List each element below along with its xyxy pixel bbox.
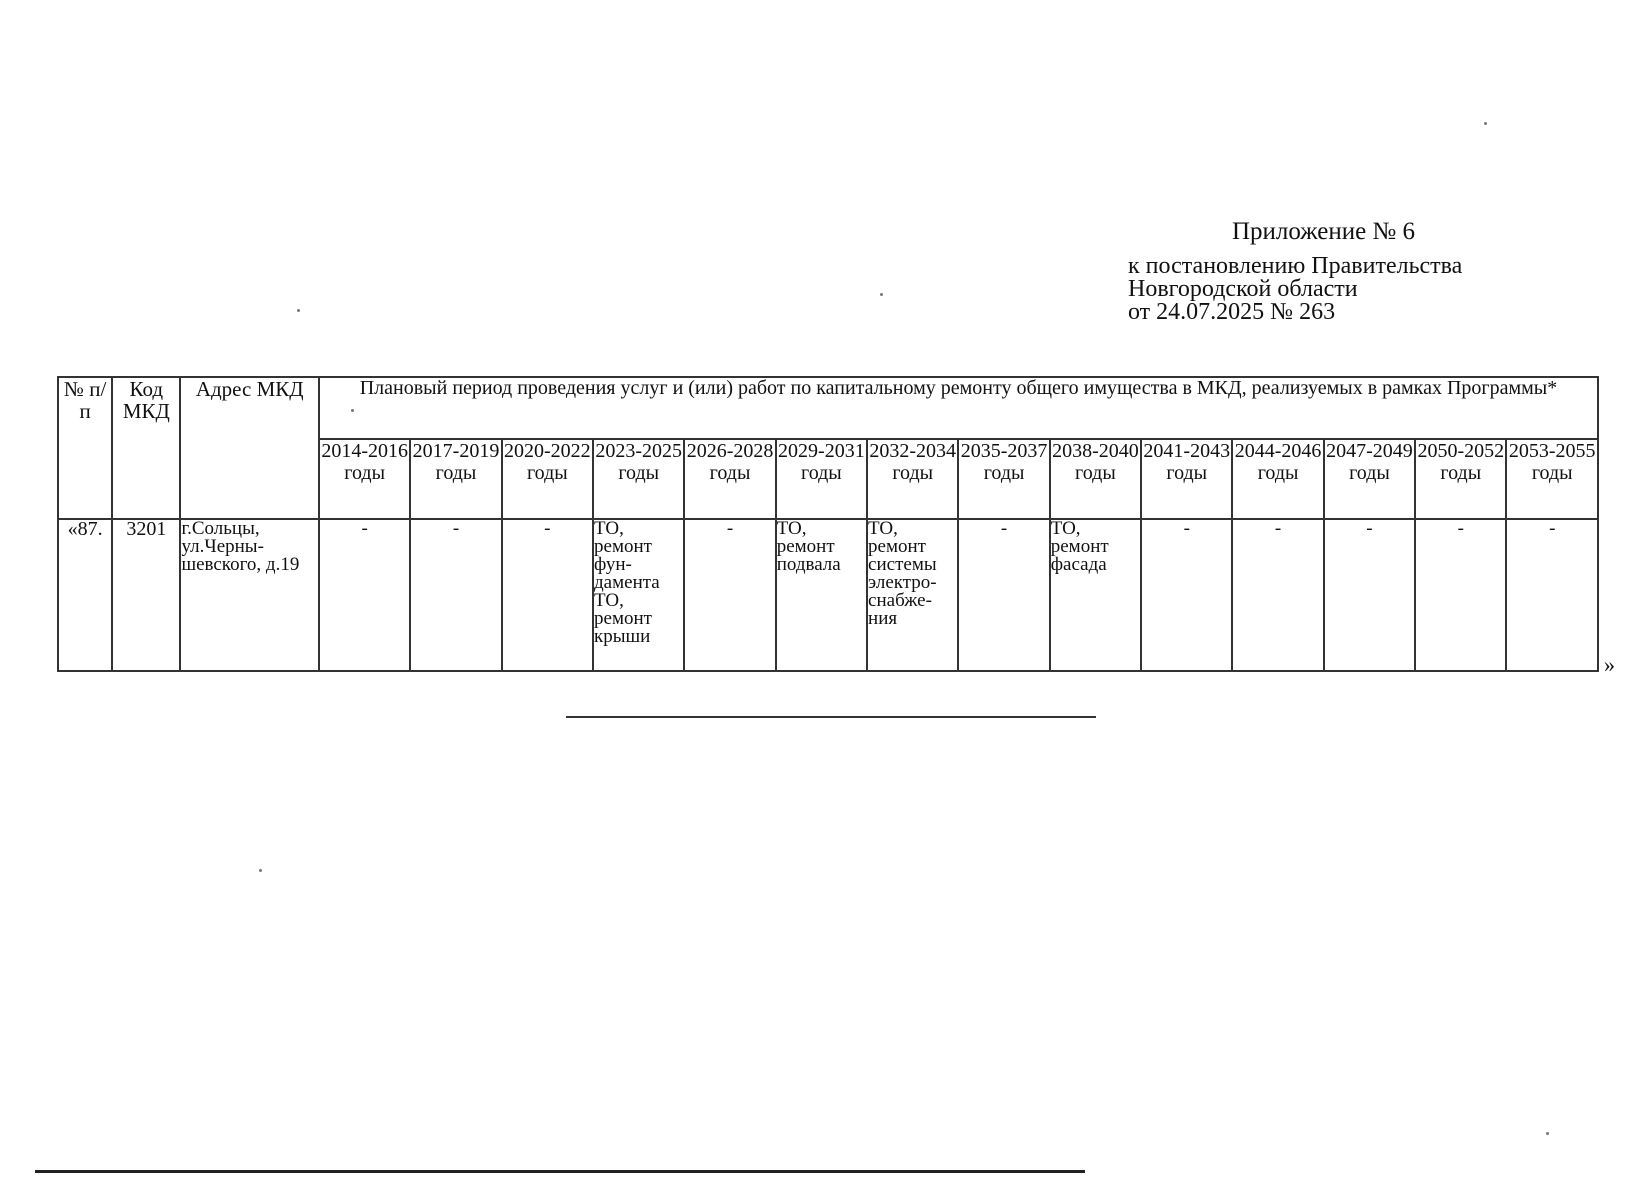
period-cell: ТО, ремонт фун-дамента ТО, ремонт крыши: [593, 519, 684, 671]
appendix-line-2: Новгородской области: [1128, 276, 1358, 302]
scan-speck: [880, 293, 883, 296]
year-header: 2029-2031 годы: [776, 439, 867, 519]
header-code: Код МКД: [112, 377, 180, 519]
scan-speck: [1546, 1132, 1549, 1135]
period-cell: -: [1415, 519, 1506, 671]
period-cell: -: [1141, 519, 1232, 671]
period-cell: -: [319, 519, 410, 671]
year-header: 2032-2034 годы: [867, 439, 958, 519]
scan-speck: [259, 869, 262, 872]
year-header: 2047-2049 годы: [1324, 439, 1415, 519]
period-cell: -: [502, 519, 593, 671]
year-header: 2023-2025 годы: [593, 439, 684, 519]
row-address: г.Сольцы, ул.Черны-шевского, д.19: [180, 519, 319, 671]
scan-speck: [297, 309, 300, 312]
year-header: 2053-2055 годы: [1506, 439, 1598, 519]
period-cell: ТО, ремонт подвала: [776, 519, 867, 671]
year-header: 2014-2016 годы: [319, 439, 410, 519]
period-cell: -: [1232, 519, 1323, 671]
closing-quote-mark: »: [1604, 652, 1615, 677]
year-header: 2038-2040 годы: [1050, 439, 1141, 519]
header-num: № п/п: [58, 377, 112, 519]
period-cell: -: [1506, 519, 1598, 671]
header-period-title: Плановый период проведения услуг и (или) работ по капитальному ремонту общего имущества в МКД, реализуемых в рамках Программы*: [319, 377, 1598, 439]
period-cell: ТО, ремонт фасада: [1050, 519, 1141, 671]
year-header: 2044-2046 годы: [1232, 439, 1323, 519]
bottom-rule-line: [35, 1170, 1085, 1173]
repair-schedule-table: [57, 376, 1599, 672]
year-header: 2026-2028 годы: [684, 439, 775, 519]
year-header: 2041-2043 годы: [1141, 439, 1232, 519]
year-header: 2017-2019 годы: [410, 439, 501, 519]
appendix-block: [1128, 220, 1548, 324]
scan-speck: [1484, 122, 1487, 125]
row-code: 3201: [112, 519, 180, 671]
row-num: «87.: [58, 519, 112, 671]
year-header: 2020-2022 годы: [502, 439, 593, 519]
scan-speck: [351, 409, 354, 412]
period-cell: -: [1324, 519, 1415, 671]
header-address: Адрес МКД: [180, 377, 319, 519]
period-cell: -: [410, 519, 501, 671]
separator-line: [566, 716, 1096, 718]
year-header: 2035-2037 годы: [958, 439, 1049, 519]
appendix-title: Приложение № 6: [1232, 218, 1416, 245]
period-cell: -: [684, 519, 775, 671]
table-row: [58, 519, 1598, 671]
appendix-line-1: к постановлению Правительства: [1128, 253, 1463, 279]
period-cell: ТО, ремонт системы электро-снабже-ния: [867, 519, 958, 671]
appendix-line-3: от 24.07.2025 № 263: [1128, 299, 1336, 325]
period-cell: -: [958, 519, 1049, 671]
year-header: 2050-2052 годы: [1415, 439, 1506, 519]
